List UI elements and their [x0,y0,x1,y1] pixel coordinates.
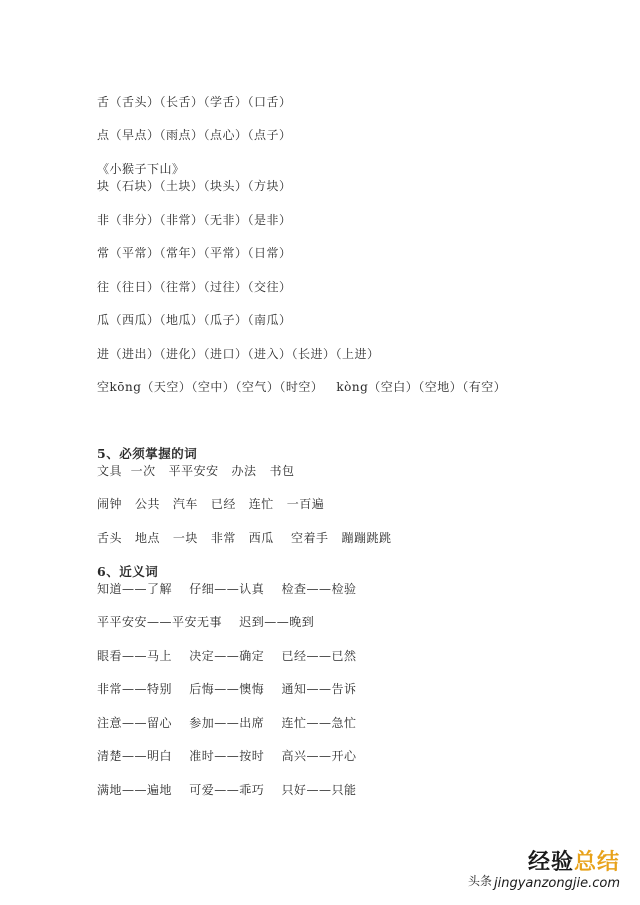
lesson-title: 《小猴子下山》 [97,162,185,176]
watermark-title [528,845,620,876]
synonym-line-4: 非常——特别 后悔——懊悔 通知——告诉 [97,682,357,696]
text-line-kong: 空kōng（天空）（空中）（空气）（时空） kòng（空白）（空地）（有空） [97,380,507,394]
synonym-line-5: 注意——留心 参加——出席 连忙——急忙 [97,716,357,730]
word-list-line-1: 文具 一次 平平安安 办法 书包 [97,464,295,478]
watermark-url: jingyanzongjie.com [493,876,620,891]
word-list-line-3: 舌头 地点 一块 非常 西瓜 空着手 蹦蹦跳跳 [97,531,392,545]
text-line-gua: 瓜（西瓜）（地瓜）（瓜子）（南瓜） [97,313,292,327]
watermark-title-part2: 总结 [573,850,620,875]
text-line-wang: 往（往日）（往常）（过往）（交往） [97,280,292,294]
synonym-line-7: 满地——遍地 可爱——乖巧 只好——只能 [97,783,357,797]
text-line-kuai: 块（石块）（土块）（块头）（方块） [97,179,292,193]
text-line-jin: 进（进出）（进化）（进口）（进入）（长进）（上进） [97,347,380,361]
watermark [466,845,626,895]
section-heading-must-know-words: 5、必须掌握的词 [97,446,198,461]
synonym-line-3: 眼看——马上 决定——确定 已经——已然 [97,649,357,663]
text-line-dian: 点（早点）（雨点）（点心）（点子） [97,128,292,142]
text-line-fei: 非（非分）（非常）（无非）（是非） [97,213,292,227]
section-heading-synonyms: 6、近义词 [97,564,159,579]
text-line-she: 舌（舌头）（长舌）（学舌）（口舌） [97,95,292,109]
text-line-chang: 常（平常）（常年）（平常）（日常） [97,246,292,260]
watermark-title-part1: 经验 [527,850,574,875]
watermark-prefix: 头条 [468,874,493,888]
synonym-line-2: 平平安安——平安无事 迟到——晚到 [97,615,315,629]
synonym-line-6: 清楚——明白 准时——按时 高兴——开心 [97,749,357,763]
synonym-line-1: 知道——了解 仔细——认真 检查——检验 [97,582,357,596]
word-list-line-2: 闹钟 公共 汽车 已经 连忙 一百遍 [97,497,325,511]
